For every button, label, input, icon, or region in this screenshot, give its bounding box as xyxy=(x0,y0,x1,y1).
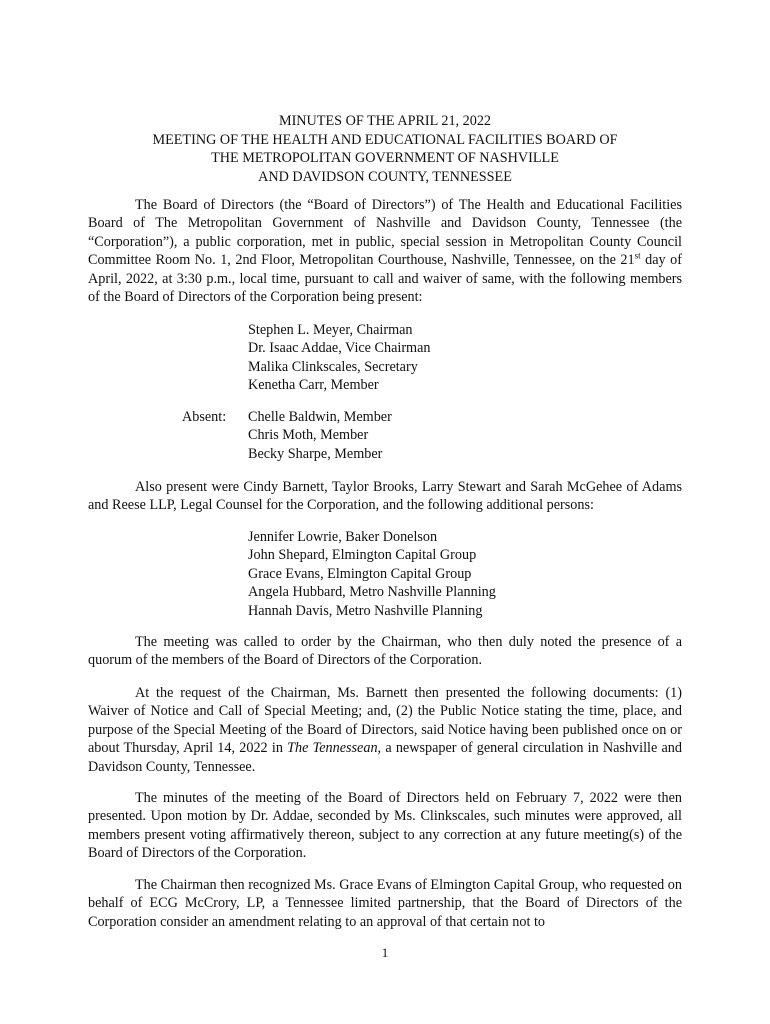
absent-member: Becky Sharpe, Member xyxy=(248,445,383,462)
absent-members-list xyxy=(248,408,392,463)
absent-label: Absent: xyxy=(182,409,227,425)
title-line-3: THE METROPOLITAN GOVERNMENT OF NASHVILLE xyxy=(211,150,559,166)
minutes-approval-paragraph: The minutes of the meeting of the Board of Directors held on February 7, 2022 were then presented. Upon motion by Dr. Addae, seconded by Ms. Clinkscales, such minutes were approved, all members present voting affirmatively thereon, subject to any correction at any future meeting(s) of the Board of Directors of the Corporation. xyxy=(88,790,682,862)
intro-text-part-1: The Board of Directors (the “Board of Directors”) of The Health and Educational Facilities Board of The Metropolitan Government of Nashville and Davidson County, Tennessee (the “Corporation”), a public corporation, met in public, special session in Metropolitan County Council Committee Room No. 1, 2nd Floor, Metropolitan Courthouse, Nashville, Tennessee, on the 21 xyxy=(88,197,682,269)
present-member: Kenetha Carr, Member xyxy=(248,377,379,394)
present-member: Stephen L. Meyer, Chairman xyxy=(248,322,413,338)
call-to-order-paragraph: The meeting was called to order by the Chairman, who then duly noted the presence of a quorum of the members of the Board of Directors of the Corporation. xyxy=(88,634,682,669)
title-line-1: MINUTES OF THE APRIL 21, 2022 xyxy=(278,113,492,129)
title-line-4: AND DAVIDSON COUNTY, TENNESSEE xyxy=(258,168,512,185)
intro-superscript: st xyxy=(634,250,641,261)
present-member: Malika Clinkscales, Secretary xyxy=(248,358,418,375)
additional-person: John Shepard, Elmington Capital Group xyxy=(248,547,477,564)
minutes-title xyxy=(0,112,770,186)
intro-paragraph xyxy=(88,196,682,306)
title-line-2: MEETING OF THE HEALTH AND EDUCATIONAL FACILITIES BOARD OF xyxy=(152,131,618,148)
absent-member: Chris Moth, Member xyxy=(248,427,369,444)
page-number: 1 xyxy=(381,945,389,960)
documents-paragraph xyxy=(88,684,682,776)
additional-person: Jennifer Lowrie, Baker Donelson xyxy=(248,529,438,545)
recognition-paragraph: The Chairman then recognized Ms. Grace Evans of Elmington Capital Group, who requested on behalf of ECG McCrory, LP, a Tennessee limited partnership, that the Board of Directors of the Corporation consider an amendment relating to an approval of that certain not to xyxy=(88,877,682,930)
additional-person: Angela Hubbard, Metro Nashville Planning xyxy=(248,584,496,601)
intro-text-part-2: day of April, 2022, at 3:30 p.m., local time, pursuant to call and waiver of same, with the following members of the Board of Directors of the Corporation being present: xyxy=(88,252,682,306)
absent-member: Chelle Baldwin, Member xyxy=(248,409,392,425)
additional-persons-list xyxy=(248,528,496,620)
additional-person: Hannah Davis, Metro Nashville Planning xyxy=(248,602,483,619)
also-present-paragraph: Also present were Cindy Barnett, Taylor Brooks, Larry Stewart and Sarah McGehee of Adams and Reese LLP, Legal Counsel for the Corporation, and the following additional persons: xyxy=(88,479,682,514)
documents-text-part-1: At the request of the Chairman, Ms. Barnett then presented the following documents: (1) Waiver of Notice and Call of Special Meeting; and, (2) the Public Notice stating the time, place, and purpose of the Special Meeting of the Board of Directors, said Notice having been published once on or about Thursday, April 14, 2022 in xyxy=(88,685,682,757)
additional-person: Grace Evans, Elmington Capital Group xyxy=(248,565,472,582)
present-members-list xyxy=(248,321,430,395)
newspaper-name: The Tennessean xyxy=(287,740,378,757)
present-member: Dr. Isaac Addae, Vice Chairman xyxy=(248,340,431,357)
documents-text-part-2: , a newspaper of general circulation in Nashville and Davidson County, Tennessee. xyxy=(88,740,682,775)
